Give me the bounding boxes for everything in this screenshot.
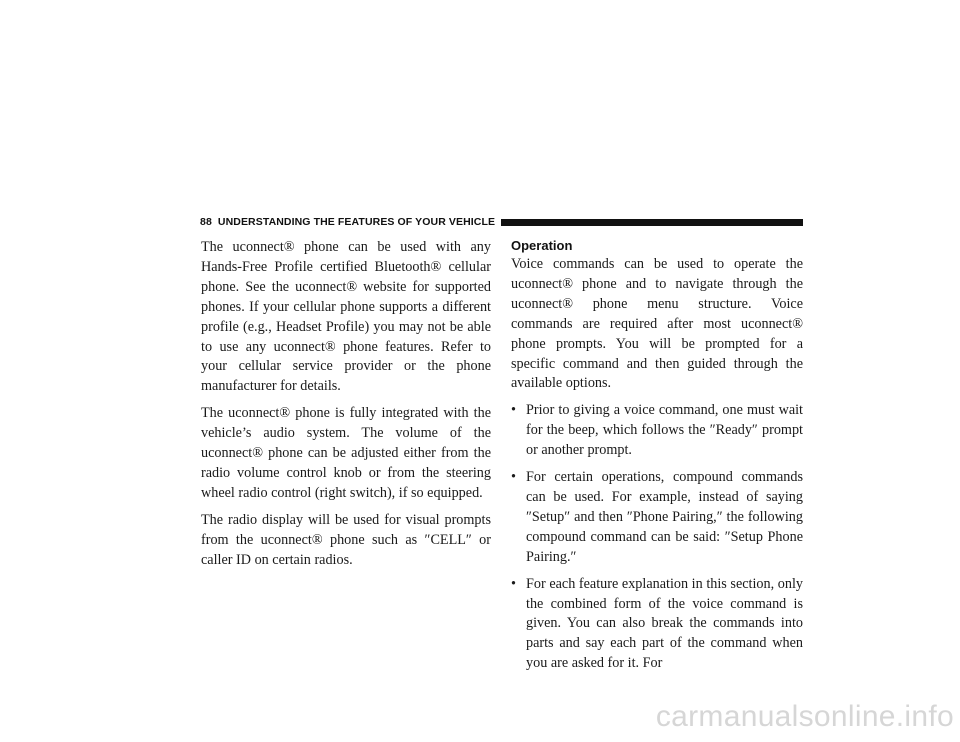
bullet-icon: •: [511, 402, 516, 419]
paragraph-compatibility: The uconnect® phone can be used with any Hands-Free Profile certified Bluetooth® cellular phone. See the uconnect® website for supported phones. If your cellular phone supports a different profile (e.g., Headset Profile) you may not be able to use any uconnect® phone features. Refer to your cellular service provider or the phone manufacturer for details.: [201, 239, 491, 395]
list-item: [511, 468, 803, 568]
list-item: [511, 401, 803, 461]
bullet-text: For certain operations, compound commands can be used. For example, instead of saying ″Setup″ and then ″Phone Pairing,″ the following compound command can be said: ″Setup Phone Pairing.″: [526, 469, 803, 565]
paragraph-operation-intro: Voice commands can be used to operate the uconnect® phone and to navigate through the uconnect® phone menu structure. Voice commands are required after most uconnect® phone prompts. You will be prompted for a specific command and then guided through the available options.: [511, 256, 803, 392]
header-text: [200, 216, 495, 228]
list-item: [511, 575, 803, 675]
watermark: carmanualsonline.info: [655, 700, 954, 733]
paragraph-radio-display: The radio display will be used for visual prompts from the uconnect® phone such as ″CELL″ or caller ID on certain radios.: [201, 511, 491, 568]
bullet-icon: •: [511, 575, 516, 592]
left-column: [201, 238, 491, 578]
bullet-text: For each feature explanation in this section, only the combined form of the voice command is given. You can also break the commands into parts and say each part of the command when you are asked for it. For: [526, 575, 803, 672]
header-rule: [501, 219, 803, 226]
operation-bullet-list: [511, 401, 803, 674]
page-number: 88: [200, 216, 212, 228]
bullet-text: Prior to giving a voice command, one must wait for the beep, which follows the ″Ready″ prompt or another prompt.: [526, 402, 803, 459]
section-title: UNDERSTANDING THE FEATURES OF YOUR VEHICLE: [217, 216, 496, 228]
bullet-icon: •: [511, 469, 516, 486]
section-heading-operation: Operation: [511, 238, 573, 253]
right-column: [511, 237, 803, 681]
paragraph-audio-integration: The uconnect® phone is fully integrated with the vehicle’s audio system. The volume of the uconnect® phone can be adjusted either from the radio volume control knob or from the steering wheel radio control (right switch), if so equipped.: [201, 405, 491, 501]
page-header: [200, 216, 803, 228]
